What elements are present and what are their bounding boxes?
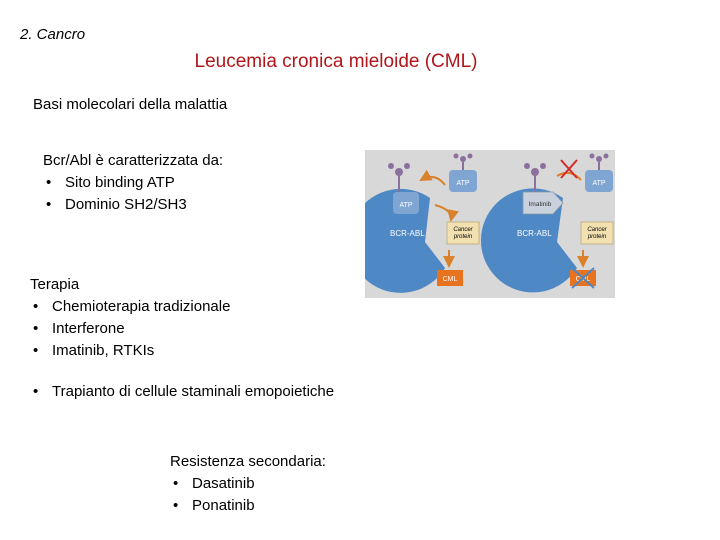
cml-label: CML [575,276,591,283]
list-item: • Interferone [30,318,230,340]
list-item: • Chemioterapia tradizionale [30,296,230,318]
transplant-block [30,381,334,403]
list-item: • Imatinib, RTKIs [30,340,230,362]
cancer-protein-label: Cancer protein [453,227,473,240]
therapy-list [30,296,230,362]
cml-label: CML [442,276,458,283]
cancer-protein-label: Cancer protein [587,227,607,240]
imatinib-label: Imatinib [528,201,552,208]
receptor-head-icon [388,163,394,169]
cancer-protein-left [447,222,479,244]
bcr-abl-label: BCR-ABL [517,229,552,238]
receptor-head-icon [540,163,546,169]
resistance-block [170,451,326,517]
atp-label: ATP [456,180,470,187]
bcr-abl-label: BCR-ABL [390,229,425,238]
receptor-head-icon [395,168,403,176]
bcr-abl-block [43,150,223,216]
cancer-protein-right [581,222,613,244]
receptor-head-icon [531,168,539,176]
list-item: • Trapianto di cellule staminali emopoietiche [30,381,334,403]
list-item: • Dasatinib [170,473,326,495]
atp-label: ATP [399,202,413,209]
therapy-block [30,274,230,362]
slide-title: Leucemia cronica mieloide (CML) [194,51,478,72]
atp-label: ATP [592,180,606,187]
bcr-abl-list [43,172,223,216]
therapy-heading: Terapia [30,276,80,293]
transplant-list [30,381,334,403]
resistance-list [170,473,326,517]
atp-bound-left [393,192,419,214]
list-item: • Dominio SH2/SH3 [43,194,223,216]
cml-box-left [437,270,463,286]
bcr-abl-intro: Bcr/Abl è caratterizzata da: [43,152,224,169]
section-label: 2. Cancro [20,26,86,43]
receptor-head-icon [404,163,410,169]
list-item: • Ponatinib [170,495,326,517]
list-item: • Sito binding ATP [43,172,223,194]
resistance-heading: Resistenza secondaria: [170,453,326,470]
cml-box-right [570,268,596,288]
receptor-head-icon [524,163,530,169]
bcr-abl-mechanism-diagram [365,150,615,298]
slide-subtitle: Basi molecolari della malattia [33,96,228,113]
